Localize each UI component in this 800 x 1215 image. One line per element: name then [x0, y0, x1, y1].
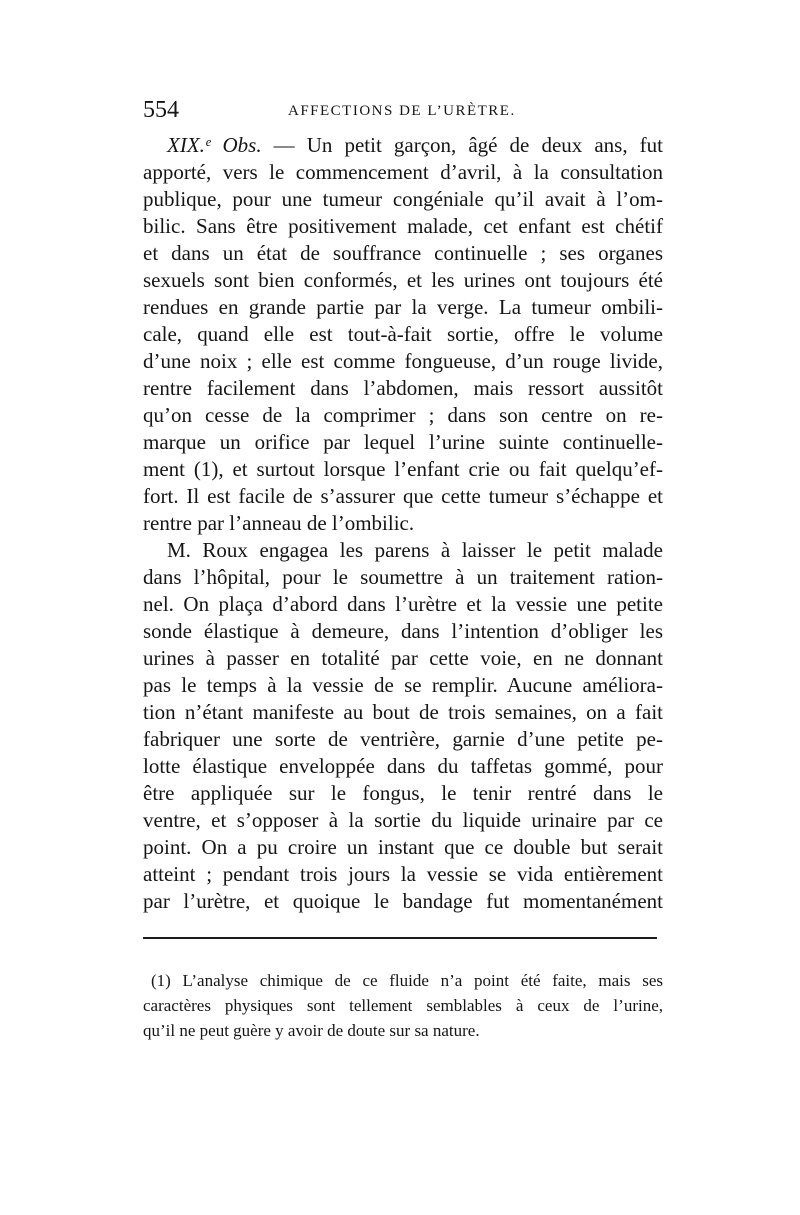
text-line: par l’urètre, et quoique le bandage fut momentanément — [143, 889, 663, 913]
text-line: apporté, vers le commencement d’avril, à la consultation — [143, 160, 663, 184]
text-line-content: — Un petit garçon, âgé de deux ans, fut — [261, 133, 663, 157]
text-line: cale, quand elle est tout-à-fait sortie, offre le volume — [143, 322, 663, 346]
text-line: qu’on cesse de la comprimer ; dans son centre on re- — [143, 403, 663, 427]
footnote-line: caractères physiques sont tellement semblables à ceux de l’urine, — [143, 996, 663, 1015]
text-line: urines à passer en totalité par cette voie, en ne donnant — [143, 646, 663, 670]
text-line: ment (1), et surtout lorsque l’enfant crie ou fait quelqu’ef- — [143, 457, 663, 481]
text-line: sexuels sont bien conformés, et les urines ont toujours été — [143, 268, 663, 292]
page-header — [143, 95, 663, 127]
text-line: ventre, et s’opposer à la sortie du liquide urinaire par ce — [143, 808, 663, 832]
text-line: point. On a pu croire un instant que ce double but serait — [143, 835, 663, 859]
footnote-line: (1) L’analyse chimique de ce fluide n’a point été faite, mais ses — [151, 971, 663, 990]
text-line: pas le temps à la vessie de se remplir. Aucune améliora- — [143, 673, 663, 697]
main-text — [143, 132, 663, 915]
text-line: rendues en grande partie par la verge. La tumeur ombili- — [143, 295, 663, 319]
text-line: rentre par l’anneau de l’ombilic. — [143, 511, 415, 535]
text-line: marque un orifice par lequel l’urine suinte continuelle- — [143, 430, 663, 454]
text-line: lotte élastique enveloppée dans du taffetas gommé, pour — [143, 754, 663, 778]
text-line: fort. Il est facile de s’assurer que cette tumeur s’échappe et — [143, 484, 663, 508]
text-line: bilic. Sans être positivement malade, cet enfant est chétif — [143, 214, 663, 238]
text-line: publique, pour une tumeur congéniale qu’il avait à l’om- — [143, 187, 663, 211]
text-line: être appliquée sur le fongus, le tenir rentré dans le — [143, 781, 663, 805]
text-line: fabriquer une sorte de ventrière, garnie d’une petite pe- — [143, 727, 663, 751]
text-line: M. Roux engagea les parens à laisser le petit malade — [167, 538, 663, 562]
footnote — [143, 968, 663, 1043]
footnote-divider — [143, 937, 657, 939]
footnote-line: qu’il ne peut guère y avoir de doute sur sa nature. — [143, 1021, 480, 1040]
text-line: sonde élastique à demeure, dans l’intention d’obliger les — [143, 619, 663, 643]
text-line: nel. On plaça d’abord dans l’urètre et la vessie une petite — [143, 592, 663, 616]
text-line: tion n’étant manifeste au bout de trois semaines, on a fait — [143, 700, 663, 724]
page-number: 554 — [143, 97, 179, 123]
text-line: et dans un état de souffrance continuelle ; ses organes — [143, 241, 663, 265]
text-line — [143, 132, 663, 159]
text-line: atteint ; pendant trois jours la vessie se vida entièrement — [143, 862, 663, 886]
text-line: dans l’hôpital, pour le soumettre à un traitement ration- — [143, 565, 663, 589]
text-line: rentre facilement dans l’abdomen, mais ressort aussitôt — [143, 376, 663, 400]
observation-label: XIX.ᵉ Obs. — [167, 133, 262, 157]
running-title: AFFECTIONS DE L’URÈTRE. — [288, 103, 516, 119]
text-line: d’une noix ; elle est comme fongueuse, d’un rouge livide, — [143, 349, 663, 373]
